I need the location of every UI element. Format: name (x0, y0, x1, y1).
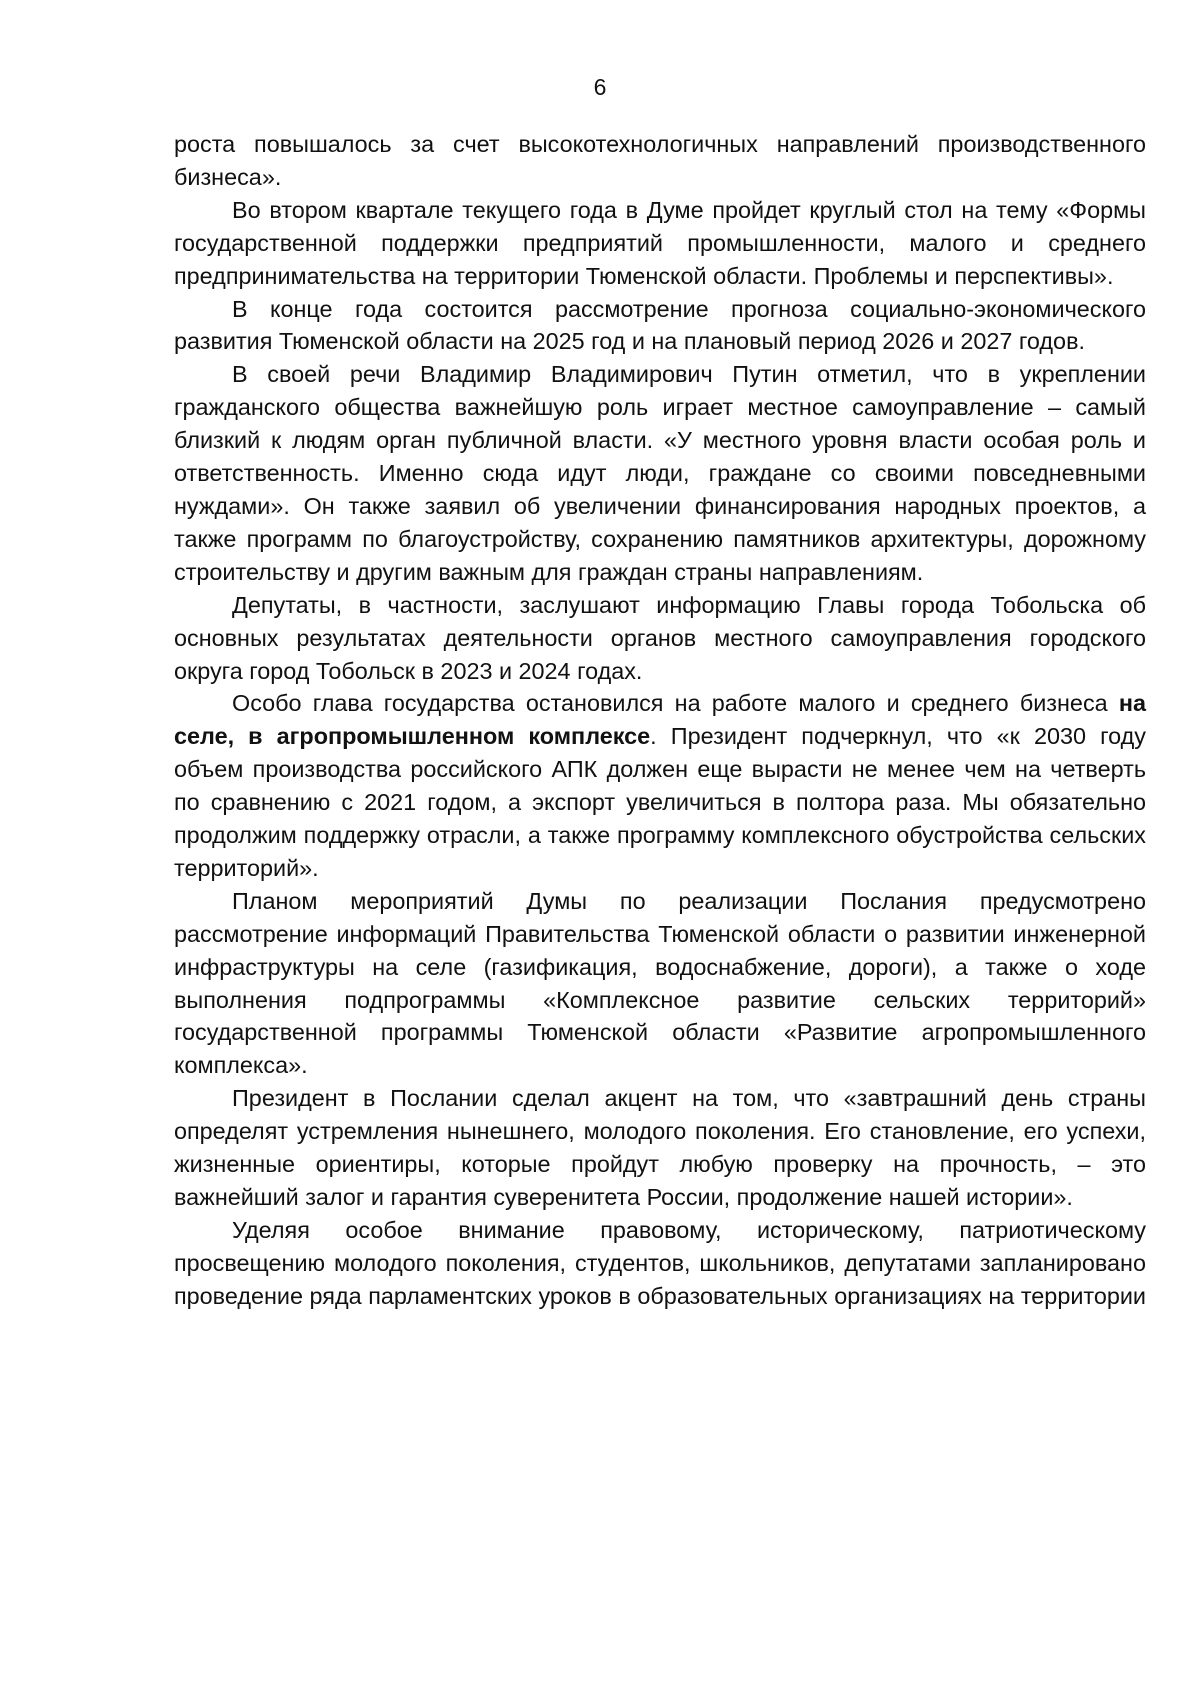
paragraph-parliamentary-lessons: Уделяя особое внимание правовому, историческому, патриотическому просвещению молодого поколения, студентов, школьников, депутатами запланировано проведение ряда парламентских уроков в образовательных организациях на территории (174, 1216, 1146, 1309)
document-body (174, 128, 1146, 1313)
paragraph-duma-plan: Планом мероприятий Думы по реализации Послания предусмотрено рассмотрение информаций Правительства Тюменской области о развитии инженерной инфраструктуры на селе (газификация, водоснабжение, дороги), а также о ходе выполнения подпрограммы «Комплексное развитие сельских территорий» государственной программы Тюменской области «Развитие агропромышленного комплекса». (174, 887, 1146, 1079)
paragraph-local-government: В своей речи Владимир Владимирович Путин отметил, что в укреплении гражданского общества важнейшую роль играет местное самоуправление – самый близкий к людям орган публичной власти. «У местного уровня власти особая роль и ответственность. Именно сюда идут люди, граждане со своими повседневными нуждами». Он также заявил об увеличении финансирования народных проектов, а также программ по благоустройству, сохранению памятников архитектуры, дорожному строительству и другим важным для граждан страны направлениям. (174, 361, 1146, 585)
paragraph-agro-text-before: Особо глава государства остановился на работе малого и среднего бизнеса (232, 690, 1119, 717)
paragraph-agro-bold-phrase: на селе, в агропромышленном комплексе (174, 690, 1146, 750)
paragraph-youth: Президент в Послании сделал акцент на том, что «завтрашний день страны определят устремления нынешнего, молодого поколения. Его становление, его успехи, жизненные ориентиры, которые пройдут любую проверку на прочность, – это важнейший залог и гарантия суверенитета России, продолжение нашей истории». (174, 1085, 1146, 1210)
paragraph-continuation: роста повышалось за счет высокотехнологичных направлений производственного бизнеса». (174, 131, 1146, 190)
paragraph-forecast: В конце года состоится рассмотрение прогноза социально-экономического развития Тюменской области на 2025 год и на плановый период 2026 и 2027 годов. (174, 295, 1146, 355)
paragraph-round-table: Во втором квартале текущего года в Думе пройдет круглый стол на тему «Формы государственной поддержки предприятий промышленности, малого и среднего предпринимательства на территории Тюменской области. Проблемы и перспективы». (174, 196, 1146, 289)
paragraph-agro-business (174, 687, 1146, 884)
paragraph-agro-text-after: . Президент подчеркнул, что «к 2030 году объем производства российского АПК должен еще вырасти не менее чем на четверть по сравнению с 2021 годом, а экспорт увеличиться в полтора раза. Мы обязательно продолжим поддержку отрасли, а также программу комплексного обустройства сельских территорий». (174, 723, 1146, 881)
paragraph-tobolsk-report: Депутаты, в частности, заслушают информацию Главы города Тобольска об основных результатах деятельности органов местного самоуправления городского округа город Тобольск в 2023 и 2024 годах. (174, 591, 1146, 684)
page-number: 6 (593, 74, 607, 100)
